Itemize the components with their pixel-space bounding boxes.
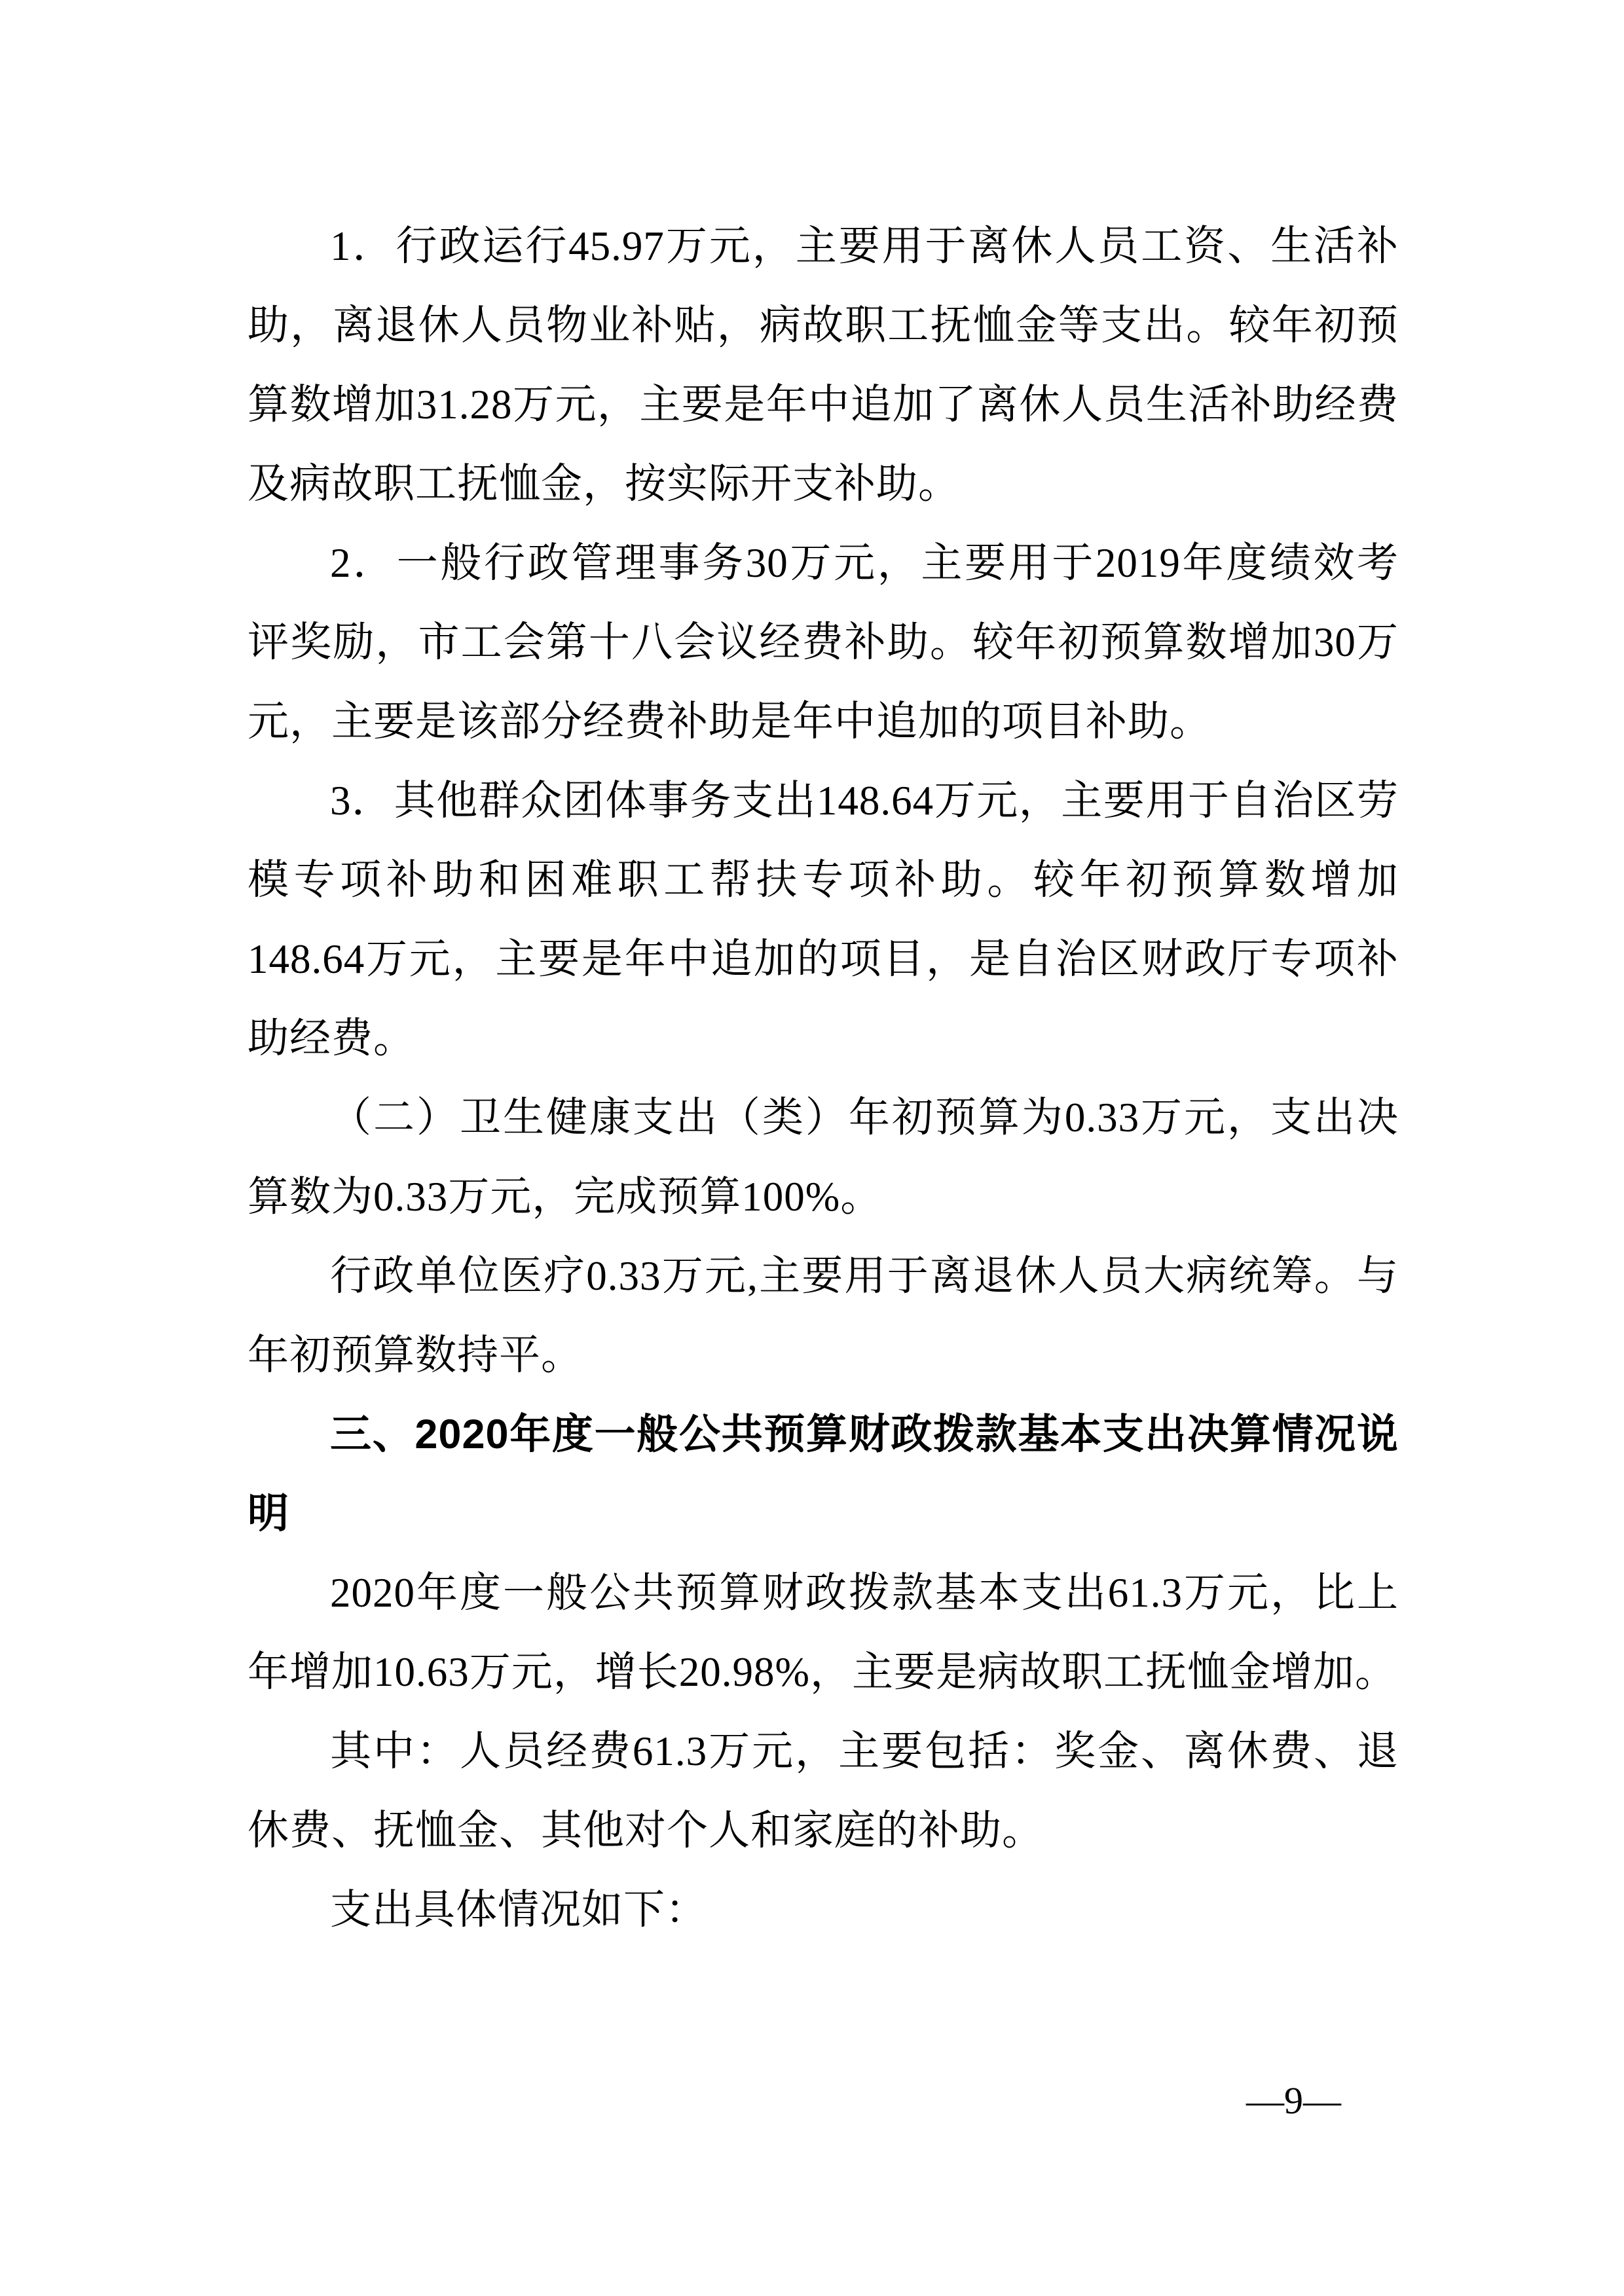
paragraph-item-1-admin-operation: 1．行政运行45.97万元，主要用于离休人员工资、生活补助，离退休人员物业补贴，病故职工抚恤金等支出。较年初预算数增加31.28万元，主要是年中追加了离休人员生活补助经费及病故职工抚恤金，按实际开支补助。 xyxy=(248,223,1399,507)
document-body-text xyxy=(248,207,1399,1950)
paragraph-basic-expenditure-total: 2020年度一般公共预算财政拨款基本支出61.3万元，比上年增加10.63万元，增长20.98%，主要是病故职工抚恤金增加。 xyxy=(248,1570,1399,1695)
paragraph-admin-unit-medical: 行政单位医疗0.33万元,主要用于离退休人员大病统筹。与年初预算数持平。 xyxy=(248,1253,1399,1378)
paragraph-health-expenditure: （二）卫生健康支出（类）年初预算为0.33万元，支出决算数为0.33万元，完成预算100%。 xyxy=(248,1095,1399,1220)
page-number: —9— xyxy=(1246,2079,1341,2122)
paragraph-item-2-general-admin: 2．一般行政管理事务30万元，主要用于2019年度绩效考评奖励，市工会第十八会议经费补助。较年初预算数增加30万元，主要是该部分经费补助是年中追加的项目补助。 xyxy=(248,540,1399,744)
section-heading-basic-expenditure: 三、2020年度一般公共预算财政拨款基本支出决算情况说明 xyxy=(248,1412,1399,1537)
paragraph-item-3-other-mass-org: 3．其他群众团体事务支出148.64万元，主要用于自治区劳模专项补助和困难职工帮扶专项补助。较年初预算数增加148.64万元，主要是年中追加的项目，是自治区财政厅专项补助经费。 xyxy=(248,778,1399,1061)
paragraph-personnel-funds: 其中：人员经费61.3万元，主要包括：奖金、离休费、退休费、抚恤金、其他对个人和家庭的补助。 xyxy=(248,1728,1399,1853)
paragraph-expenditure-details-intro: 支出具体情况如下： xyxy=(330,1887,707,1933)
